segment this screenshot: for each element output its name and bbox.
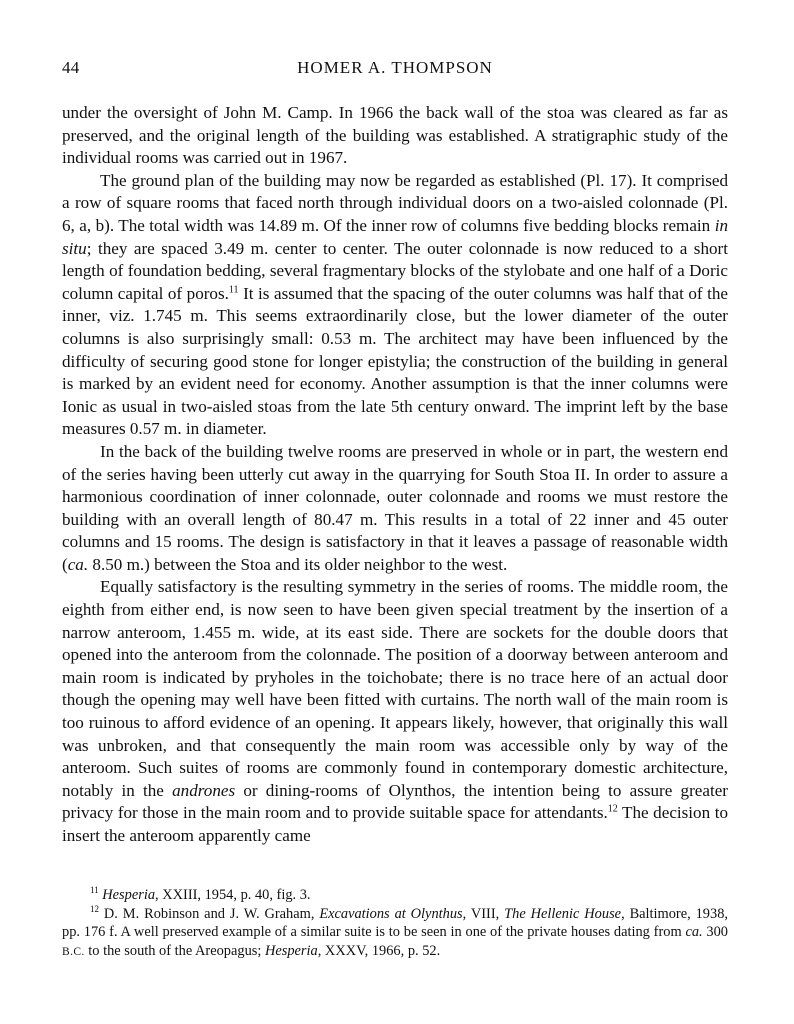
book-title: The Hellenic House: [504, 905, 622, 922]
footnote-11: $^{11}$ Hesperia, XXIII, 1954, p. 40, fig. 3.: [90, 885, 311, 903]
italic-term: andrones: [172, 780, 236, 800]
paragraph-2: The ground plan of the building may now be regarded as established (Pl. 17). It comprised a row of square rooms that faced north through individual doors on a two-aisled colonnade (Pl. 6, a, b). The total width was 14.89 m. Of the inner row of columns five bedding blocks remain in situ; they are spaced 3.49 m. center to center. The outer colonnade is now reduced to a short length of foundation bedding, several fragmentary blocks of the stylobate and one half of a Doric column capital of poros.$^{11}$ It is assumed that the spacing of the outer columns was half that of the inner, viz. 1.745 m. This seems extraordinarily close, but the lower diameter of the outer columns is also surprisingly small: 0.53 m. The architect may have been influenced by the difficulty of securing good stone for longer epistylia; the construction of the building in general is marked by an evident need for economy. Another assumption is that the inner columns were Ionic as usual in two-aisled stoas from the late 5th century onward. The imprint left by the base measures 0.57 m. in diameter.: [62, 170, 728, 439]
body-text: [62, 102, 728, 848]
page-number: 44: [62, 58, 80, 77]
footnotes: [62, 886, 728, 962]
paragraph-3: In the back of the building twelve rooms are preserved in whole or in part, the western end of the series having been utterly cut away in the quarrying for South Stoa II. In order to assure a harmonious coordination of inner colonnade, outer colonnade and rooms we must restore the building with an overall length of 80.47 m. This results in a total of 22 inner and 45 outer columns and 15 rooms. The design is satisfactory in that it leaves a passage of reasonable width (ca. 8.50 m.) between the Stoa and its older neighbor to the west.: [62, 441, 728, 574]
page-header: [62, 58, 728, 80]
footnote-12: $^{12}$ D. M. Robinson and J. W. Graham, Excavations at Olynthus, VIII, The Hellenic House, Baltimore, 1938, pp. 176 f. A well preserved example of a similar suite is to be seen in one of the private houses dating from ca. 300 B.C. to the south of the Areopagus; Hesperia, XXXV, 1966, p. 52.: [62, 903, 728, 960]
italic-term: ca.: [685, 924, 703, 941]
footnote-number: 12: [90, 903, 99, 914]
running-head: HOMER A. THOMPSON: [297, 58, 493, 77]
italic-term: ca.: [67, 554, 89, 574]
paragraph-4: Equally satisfactory is the resulting symmetry in the series of rooms. The middle room, the eighth from either end, is now seen to have been given special treatment by the insertion of a narrow anteroom, 1.455 m. wide, at its east side. There are sockets for the double doors that opened into the anteroom from the colonnade. The position of a doorway between anteroom and main room is indicated by pryholes in the toichobate; there is no trace here of an actual door though the opening may well have been fitted with curtains. The north wall of the main room is too ruinous to afford evidence of an opening. It appears likely, however, that originally this wall was unbroken, and that consequently the main room was accessible only by way of the anteroom. Such suites of rooms are commonly found in contemporary domestic architecture, notably in the andrones or dining-rooms of Olynthos, the intention being to assure greater privacy for those in the main room and to provide suitable space for attendants.$^{12}$ The decision to insert the anteroom apparently came: [62, 577, 728, 845]
paragraph-1: under the oversight of John M. Camp. In 1966 the back wall of the stoa was cleared as far as preserved, and the original length of the building was established. A stratigraphic study of the individual rooms was carried out in 1967.: [62, 103, 728, 168]
footnote-number: 11: [90, 885, 99, 896]
journal-title: Hesperia: [102, 887, 156, 903]
footnote-ref[interactable]: 12: [607, 803, 618, 815]
italic-term: in situ: [62, 215, 728, 258]
page: [62, 58, 728, 848]
footnote-ref[interactable]: 11: [228, 284, 239, 296]
journal-title: Hesperia: [264, 943, 318, 960]
book-title: Excavations at Olynthus: [319, 905, 463, 922]
small-caps-era: B.C.: [62, 946, 85, 959]
